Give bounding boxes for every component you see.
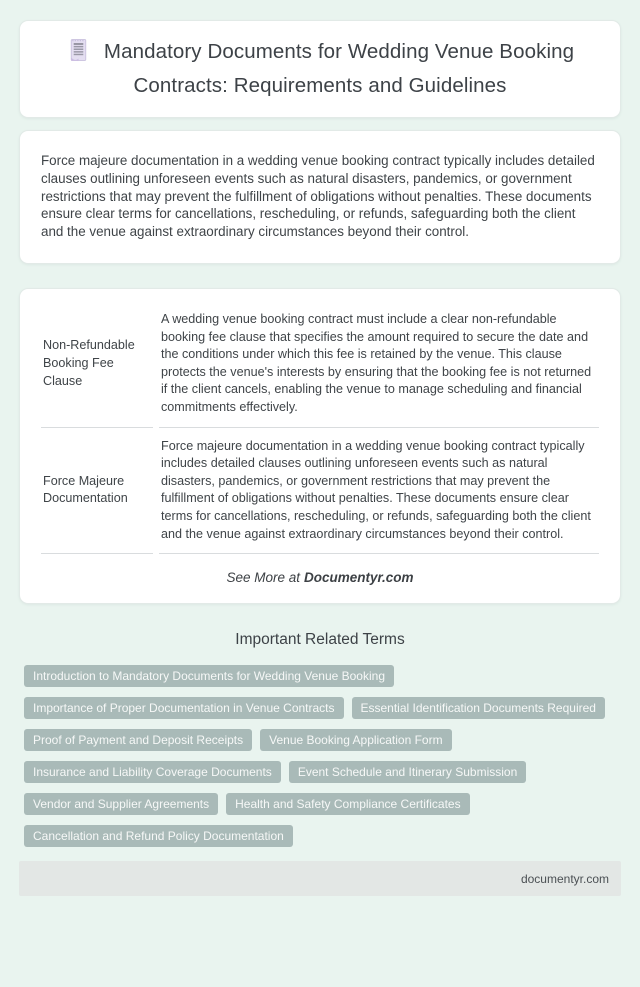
- table-row: [41, 428, 599, 555]
- table-row: [41, 301, 599, 428]
- description-cell: A wedding venue booking contract must include a clear non-refundable booking fee clause that specifies the amount required to secure the date and the conditions under which this fee is retained by the venue. This clause protects the venue's interests by ensuring that the booking fee is not returned if the client cancels, enabling the venue to manage scheduling and financial commitments effectively.: [159, 301, 599, 428]
- term-cell: Force Majeure Documentation: [41, 428, 153, 555]
- tag-essential-identification-documents[interactable]: Essential Identification Documents Required: [352, 697, 605, 719]
- tag-health-safety-compliance[interactable]: Health and Safety Compliance Certificates: [226, 793, 469, 815]
- summary-text: Force majeure documentation in a wedding venue booking contract typically includes detailed clauses outlining unforeseen events such as natural disasters, pandemics, or government restrictions that may prevent the fulfillment of obligations without penalties. These documents ensure clear terms for cancellations, rescheduling, or refunds, safeguarding both the client and the venue against extraordinary circumstances beyond their control.: [41, 153, 595, 240]
- term-cell: Non-Refundable Booking Fee Clause: [41, 301, 153, 428]
- description-cell: Force majeure documentation in a wedding venue booking contract typically includes detailed clauses outlining unforeseen events such as natural disasters, pandemics, or government restrictions that may prevent the fulfillment of obligations without penalties. These documents ensure clear terms for cancellations, rescheduling, or refunds, safeguarding both the client and the venue against extraordinary circumstances beyond their control.: [159, 428, 599, 555]
- footer-bar: [19, 861, 621, 896]
- see-more-brand-link[interactable]: Documentyr.com: [304, 570, 414, 586]
- receipt-icon: [66, 45, 91, 68]
- related-terms-tag-list: [19, 665, 621, 847]
- related-terms-heading: Important Related Terms: [235, 631, 405, 649]
- terms-table: [35, 301, 605, 554]
- tag-vendor-supplier-agreements[interactable]: Vendor and Supplier Agreements: [24, 793, 218, 815]
- tag-insurance-liability-coverage[interactable]: Insurance and Liability Coverage Documents: [24, 761, 281, 783]
- tag-proof-of-payment[interactable]: Proof of Payment and Deposit Receipts: [24, 729, 252, 751]
- tag-venue-booking-application-form[interactable]: Venue Booking Application Form: [260, 729, 451, 751]
- see-more-line: [35, 570, 605, 585]
- page-title-text: Mandatory Documents for Wedding Venue Booking Contracts: Requirements and Guidelines: [103, 40, 575, 97]
- title-card: [19, 20, 621, 118]
- footer-site-link[interactable]: documentyr.com: [520, 871, 609, 886]
- tag-introduction-mandatory-documents[interactable]: Introduction to Mandatory Documents for Wedding Venue Booking: [24, 665, 394, 687]
- tag-cancellation-refund-policy[interactable]: Cancellation and Refund Policy Documentation: [24, 825, 293, 847]
- see-more-prefix: See More at: [226, 570, 300, 586]
- page-title: [46, 37, 594, 100]
- terms-table-card: [19, 288, 621, 604]
- summary-card: [19, 130, 621, 264]
- tag-event-schedule-itinerary[interactable]: Event Schedule and Itinerary Submission: [289, 761, 526, 783]
- tag-importance-proper-documentation[interactable]: Importance of Proper Documentation in Venue Contracts: [24, 697, 344, 719]
